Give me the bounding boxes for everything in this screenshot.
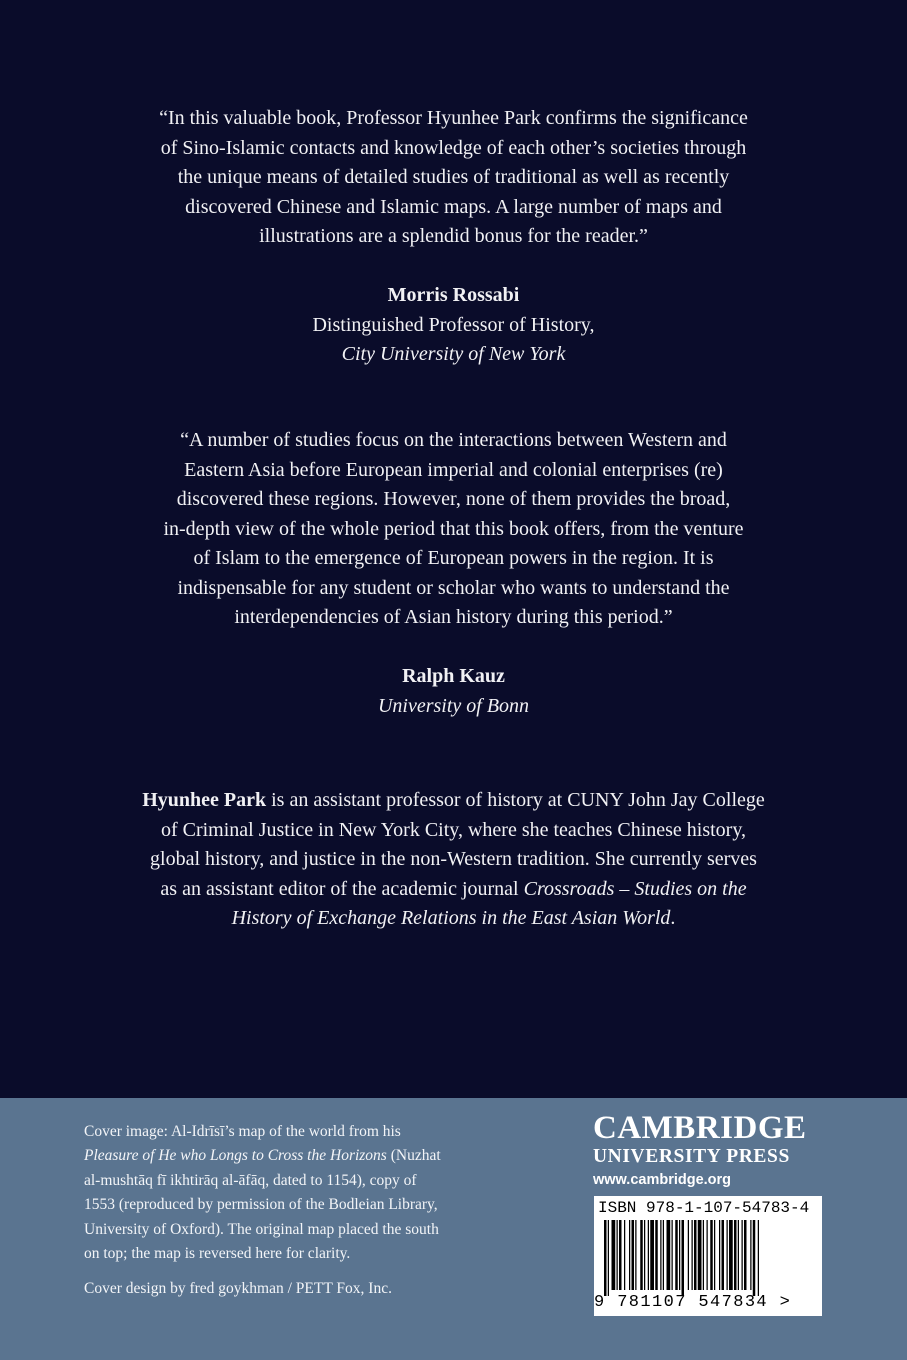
bio-line [0, 875, 907, 905]
publisher-subtitle: UNIVERSITY PRESS [593, 1146, 790, 1167]
review-quote-kauz [0, 426, 907, 633]
bio-text: as an assistant editor of the academic journal [160, 877, 524, 900]
quote-line: the unique means of detailed studies of traditional as well as recently [177, 166, 730, 188]
author-name: Hyunhee Park [142, 789, 267, 811]
bio-line: global history, and justice in the non-Western tradition. She currently serves [150, 848, 757, 870]
quote-line: illustrations are a splendid bonus for the reader.” [259, 225, 648, 247]
quote-line: indispensable for any student or scholar who wants to understand the [177, 576, 730, 599]
quote-line: in-depth view of the whole period that this book offers, from the venture [163, 517, 744, 540]
credit-line: on top; the map is reversed here for clarity. [84, 1245, 351, 1263]
reviewer-institution: City University of New York [341, 343, 566, 365]
reviewer-title: Distinguished Professor of History, [312, 313, 595, 336]
publisher-name: CAMBRIDGE [593, 1110, 807, 1146]
journal-title: History of Exchange Relations in the East Asian World [231, 907, 671, 929]
bio-line: of Criminal Justice in New York City, where she teaches Chinese history, [160, 818, 747, 841]
attribution-kauz [0, 662, 907, 721]
quote-line: discovered these regions. However, none of them provides the broad, [176, 488, 731, 510]
credit-line [84, 1144, 504, 1168]
quote-line: “In this valuable book, Professor Hyunhee Park confirms the significance [159, 107, 748, 129]
author-bio [0, 786, 907, 934]
quote-line: discovered Chinese and Islamic maps. A large number of maps and [185, 195, 722, 218]
journal-title: Crossroads – Studies on the [523, 877, 747, 900]
publisher-logo [593, 1110, 825, 1192]
quote-line: interdependencies of Asian history during this period.” [234, 606, 673, 628]
publisher-url: www.cambridge.org [593, 1172, 732, 1188]
cover-design-credit: Cover design by fred goykhman / PETT Fox, Inc. [84, 1280, 392, 1297]
bio-line [0, 786, 907, 816]
barcode-digits: 9 781107 547834 > [594, 1293, 792, 1312]
credit-line: University of Oxford). The original map placed the south [84, 1220, 439, 1238]
bio-text: . [670, 907, 676, 929]
bio-line [0, 904, 907, 934]
attribution-rossabi [0, 281, 907, 370]
reviewer-name: Morris Rossabi [387, 284, 520, 306]
bio-text: is an assistant professor of history at CUNY John Jay College [266, 789, 765, 811]
quote-line: Eastern Asia before European imperial and colonial enterprises (re) [184, 458, 723, 481]
cover-image-credit [84, 1120, 504, 1266]
barcode-bars-icon [604, 1220, 812, 1296]
credit-text: (Nuzhat [386, 1147, 441, 1165]
quote-line: of Sino-Islamic contacts and knowledge of each other’s societies through [160, 136, 747, 159]
credit-line: Cover image: Al-Idrīsī’s map of the world from his [84, 1123, 401, 1140]
credit-italic: Pleasure of He who Longs to Cross the Horizons [84, 1147, 387, 1165]
review-quote-rossabi [0, 104, 907, 252]
quote-line: of Islam to the emergence of European powers in the region. It is [193, 547, 714, 569]
reviewer-institution: University of Bonn [377, 694, 530, 717]
isbn-barcode [594, 1196, 822, 1316]
reviewer-name: Ralph Kauz [402, 665, 505, 687]
quote-line: “A number of studies focus on the interactions between Western and [180, 429, 727, 451]
isbn-label: ISBN 978-1-107-54783-4 [598, 1199, 810, 1217]
credit-line: al-mushtāq fī ikhtirāq al-āfāq, dated to 1154), copy of [84, 1171, 417, 1189]
credit-line: 1553 (reproduced by permission of the Bodleian Library, [84, 1196, 438, 1214]
